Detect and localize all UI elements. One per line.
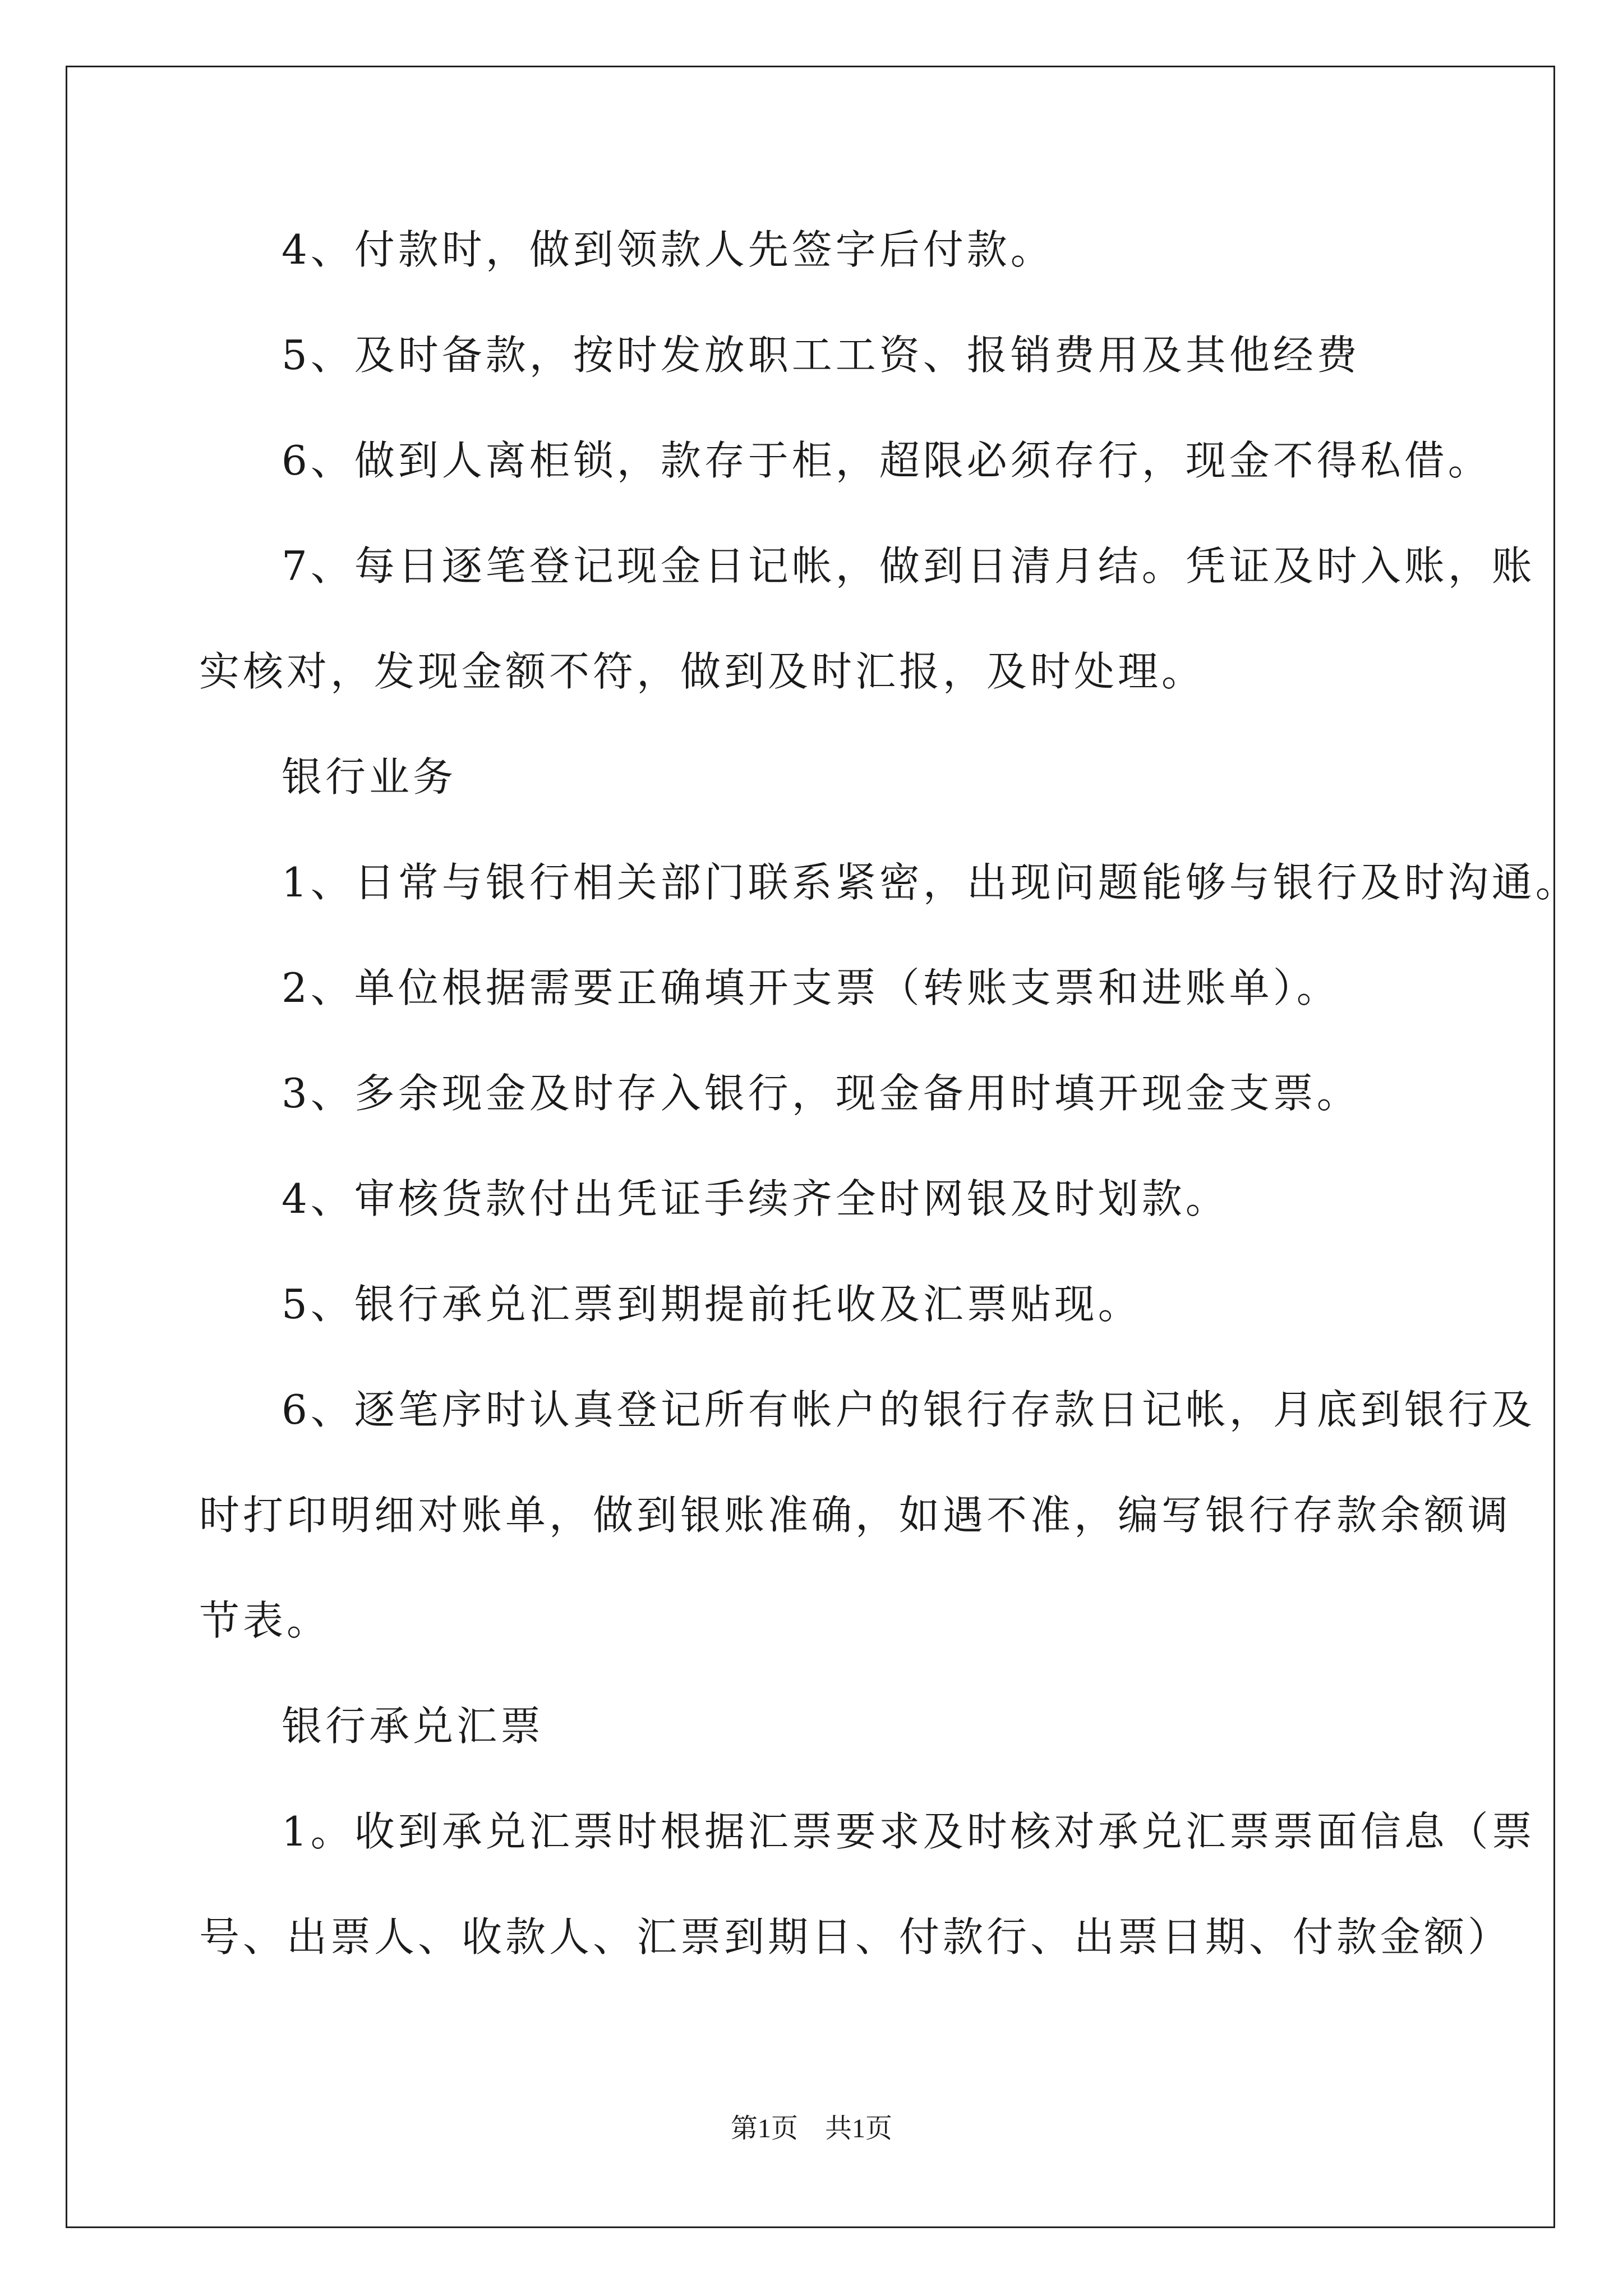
section-heading-acceptance-bill: 银行承兑汇票 [282,1703,545,1750]
page-border [66,66,1555,2228]
text-line-5: 实核对，发现金额不符，做到及时汇报，及时处理。 [199,648,1206,695]
text-line-14: 节表。 [199,1597,331,1644]
text-line-9: 3、多余现金及时存入银行，现金备用时填开现金支票。 [282,1070,1361,1117]
section-heading-bank-business: 银行业务 [282,753,457,800]
text-line-16: 1。收到承兑汇票时根据汇票要求及时核对承兑汇票票面信息（票 [282,1808,1536,1855]
text-line-3: 6、做到人离柜锁，款存于柜，超限必须存行，现金不得私借。 [282,437,1492,484]
text-line-7: 1、日常与银行相关部门联系紧密，出现问题能够与银行及时沟通。 [282,859,1579,906]
text-line-11: 5、银行承兑汇票到期提前托收及汇票贴现。 [282,1281,1142,1328]
text-line-17: 号、出票人、收款人、汇票到期日、付款行、出票日期、付款金额） [199,1913,1512,1961]
text-line-12: 6、逐笔序时认真登记所有帐户的银行存款日记帐，月底到银行及 [282,1386,1536,1433]
page-number-footer: 第1页 共1页 [730,2114,892,2143]
text-line-4: 7、每日逐笔登记现金日记帐，做到日清月结。凭证及时入账，账 [282,542,1536,590]
text-line-10: 4、审核货款付出凭证手续齐全时网银及时划款。 [282,1175,1229,1222]
text-line-13: 时打印明细对账单，做到银账准确，如遇不准，编写银行存款余额调 [199,1492,1512,1539]
text-line-8: 2、单位根据需要正确填开支票（转账支票和进账单）。 [282,964,1340,1011]
text-line-2: 5、及时备款，按时发放职工工资、报销费用及其他经费 [282,332,1361,379]
text-line-1: 4、付款时，做到领款人先签字后付款。 [282,226,1054,273]
